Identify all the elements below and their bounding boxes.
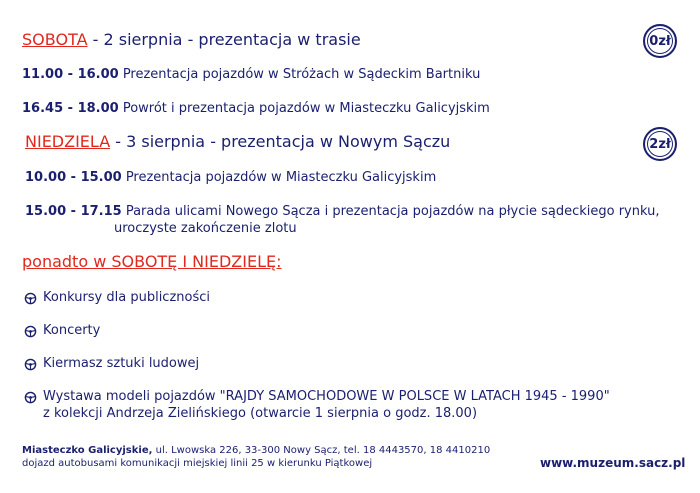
row-text: uroczyste zakończenie zlotu [114, 221, 297, 236]
schedule-row [25, 170, 436, 185]
sunday-heading [25, 132, 450, 151]
footer-name: Miasteczko Galicyjskie, [22, 445, 153, 456]
row-text: Powrót i prezentacja pojazdów w Miasteczku Galicyjskim [118, 101, 490, 116]
row-time: 10.00 - 15.00 [25, 170, 122, 185]
website-link[interactable]: www.muzeum.sacz.pl [540, 456, 686, 470]
row-text: Prezentacja pojazdów w Miasteczku Galicyjskim [121, 170, 437, 185]
sunday-price-badge [643, 127, 677, 161]
steering-wheel-icon [24, 292, 37, 305]
bullet-item: Konkursy dla publiczności [43, 290, 211, 305]
saturday-rest: - 2 sierpnia - prezentacja w trasie [87, 30, 361, 49]
steering-wheel-icon [24, 325, 37, 338]
bullet-item: Kiermasz sztuki ludowej [43, 356, 200, 371]
saturday-heading [22, 30, 361, 49]
row-time: 16.45 - 18.00 [22, 101, 119, 116]
schedule-row [22, 101, 490, 116]
schedule-row [22, 67, 480, 82]
saturday-day: SOBOTA [22, 30, 88, 49]
schedule-row [25, 204, 660, 219]
footer-address-text: ul. Lwowska 226, 33-300 Nowy Sącz, tel. 18 4443570, 18 4410210 [152, 445, 491, 456]
row-time: 15.00 - 17.15 [25, 204, 122, 219]
row-time: 11.00 - 16.00 [22, 67, 119, 82]
both-days-heading: ponadto w SOBOTĘ I NIEDZIELĘ: [22, 252, 282, 271]
footer-address [22, 445, 490, 456]
schedule-row-continuation [114, 221, 297, 236]
steering-wheel-icon [24, 358, 37, 371]
sunday-day: NIEDZIELA [25, 132, 111, 151]
row-text: Prezentacja pojazdów w Stróżach w Sądeckim Bartniku [118, 67, 481, 82]
bullet-item: Koncerty [43, 323, 101, 338]
sunday-rest: - 3 sierpnia - prezentacja w Nowym Sączu [110, 132, 451, 151]
bullet-item: Wystawa modeli pojazdów "RAJDY SAMOCHODOWE W POLSCE W LATACH 1945 - 1990" [43, 389, 610, 404]
saturday-price-badge [643, 24, 677, 58]
row-text: Parada ulicami Nowego Sącza i prezentacja pojazdów na płycie sądeckiego rynku, [121, 204, 660, 219]
saturday-price: 0zł [649, 33, 671, 49]
sunday-price: 2zł [649, 136, 671, 152]
bullet-item-continuation: z kolekcji Andrzeja Zielińskiego (otwarcie 1 sierpnia o godz. 18.00) [43, 406, 478, 421]
steering-wheel-icon [24, 391, 37, 404]
footer-transport: dojazd autobusami komunikacji miejskiej linii 25 w kierunku Piątkowej [22, 458, 373, 469]
